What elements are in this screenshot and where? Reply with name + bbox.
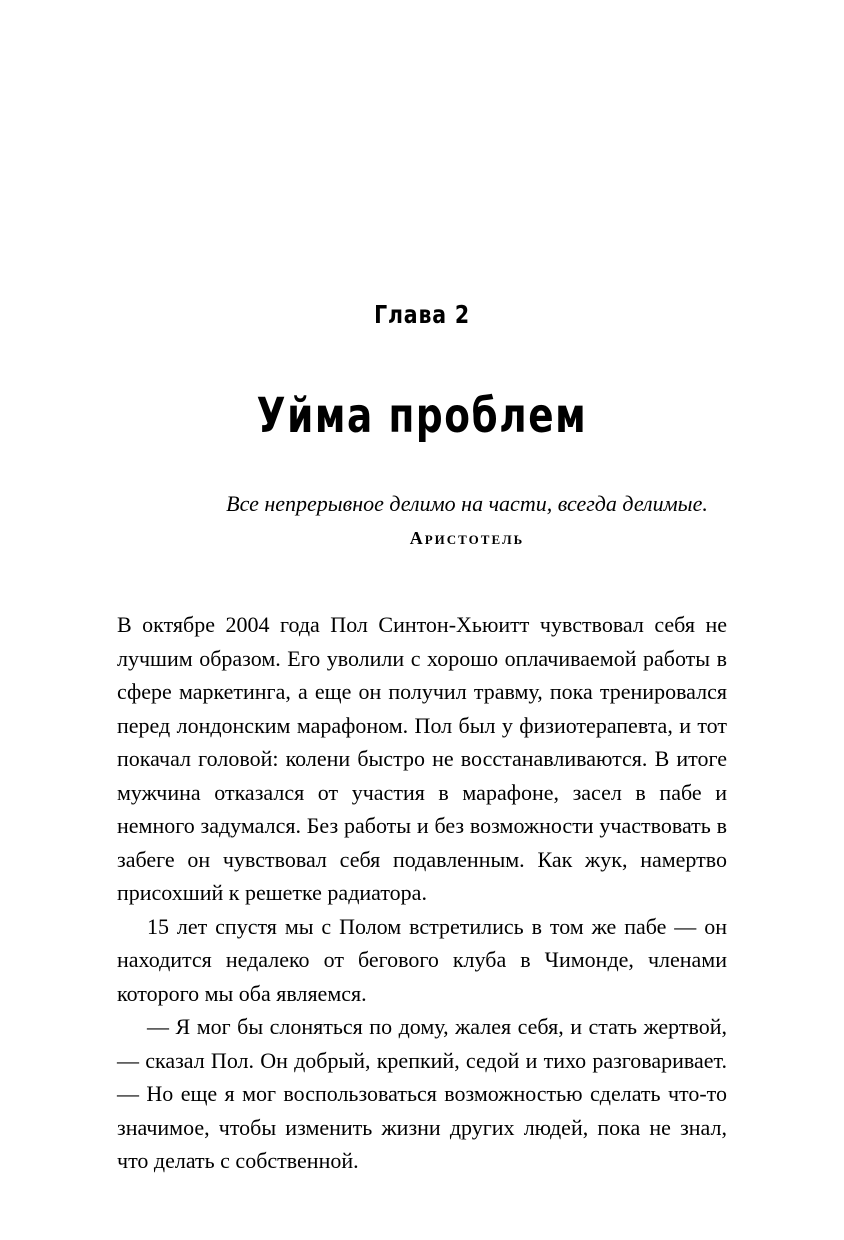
- paragraph: В октябре 2004 года Пол Синтон-Хьюитт чувствовал себя не лучшим образом. Его уволили с хорошо оплачиваемой работы в сфере маркетинга, а еще он получил травму, пока тренировался перед лондонским марафоном. Пол был у физиотерапевта, и тот покачал головой: колени быстро не восстанавливаются. В итоге мужчина отказался от участия в марафоне, засел в пабе и немного задумался. Без работы и без возможности участвовать в забеге он чувствовал себя подавленным. Как жук, намертво присохший к решетке радиатора.: [117, 612, 727, 905]
- chapter-label: Глава 2: [374, 300, 470, 329]
- chapter-title: Уйма проблем: [256, 388, 588, 444]
- body-text: [117, 608, 727, 1178]
- paragraph: — Я мог бы слоняться по дому, жалея себя, и стать жертвой, — сказал Пол. Он добрый, крепкий, седой и тихо разговаривает. — Но еще я мог воспользоваться возможностью сделать что-то значимое, чтобы изменить жизни других людей, пока не знал, что делать с собственной.: [117, 1014, 727, 1173]
- epigraph-quote: Все непрерывное делимо на части, всегда делимые.: [226, 491, 708, 516]
- epigraph: [0, 488, 844, 549]
- epigraph-author: Аристотель: [409, 528, 525, 548]
- paragraph: 15 лет спустя мы с Полом встретились в том же пабе — он находится недалеко от бегового клуба в Чимонде, членами которого мы оба являемся.: [117, 913, 727, 1006]
